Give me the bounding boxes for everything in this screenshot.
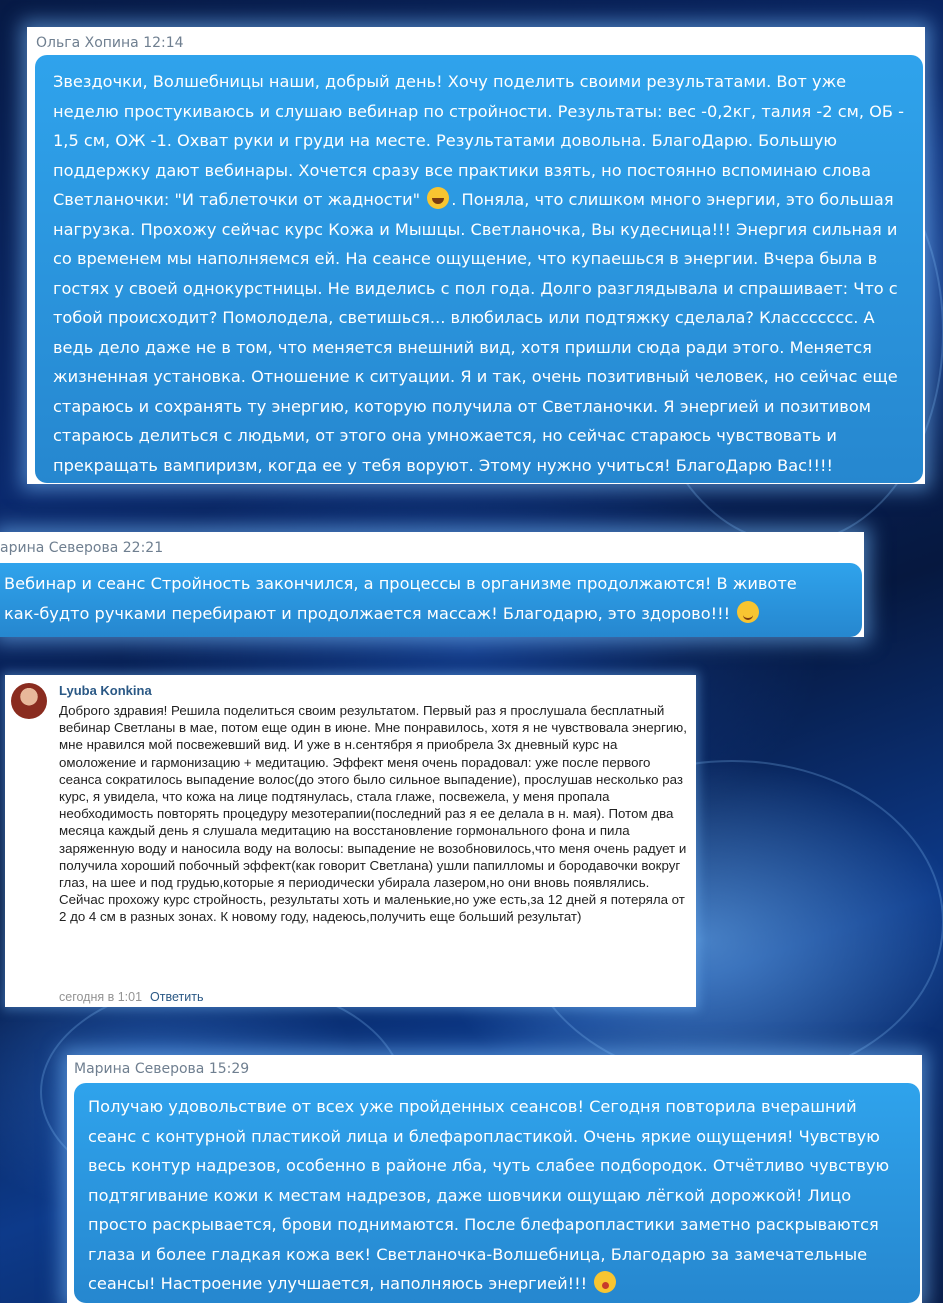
message-time: 15:29 — [208, 1061, 250, 1077]
comment-meta — [59, 990, 203, 1004]
comment-timestamp[interactable]: сегодня в 1:01 — [59, 990, 143, 1004]
message-card-marina-2 — [67, 1055, 922, 1303]
message-header — [36, 35, 184, 51]
message-bubble — [35, 55, 923, 483]
smiling-emoji-icon — [737, 601, 759, 623]
comment-text: Доброго здравия! Решила поделиться своим результатом. Первый раз я прослушала бесплатный вебинар Светланы в мае, потом еще один в июне. Мне понравилось, хотя я не чувствовала энергию, мне нравился мой посвежевший вид. И уже в н.сентября я приобрела 3х дневный курс на омоложение и гармонизацию + медитацию. Эффект меня очень порадовал: уже после первого сеанса сократилось выпадение волос(до этого было сильное выпадение), прослушав несколько раз курс, я увидела, что кожа на лице подтянулась, стала глаже, посвежела, у меня пропала необходимость повторять процедуру мезотерапии(последний раз я ее делала в н. мая). Потом два месяца каждый день я слушала медитацию на восстановление гормонального фона и пила заряженную воду и наносила воду на волосы: выпадение не возобновилось,что меня очень радует и получила хороший побочный эффект(как говорит Светлана) ушли папилломы и бородавочки вокруг глаз, на шее и под грудью,которые я периодически убирала лазером,но они вновь появлялись. Сейчас прохожу курс стройность, результаты хоть и маленькие,но уже есть,за 12 дней я потеряла от 2 до 4 см в разных зонах. К новому году, надеюсь,получить еще больший результат) — [59, 703, 687, 925]
reply-link[interactable]: Ответить — [150, 990, 204, 1004]
message-header — [74, 1061, 249, 1077]
message-bubble — [74, 1083, 920, 1303]
message-time: 12:14 — [143, 35, 184, 51]
comment-author[interactable]: Lyuba Konkina — [59, 683, 152, 698]
message-text: Звездочки, Волшебницы наши, добрый день! Хочу поделить своими результатами. Вот уже неделю простукиваюсь и слушаю вебинар по стройности. Результаты: вес -0,2кг, талия -2 см, ОБ - 1,5 см, ОЖ -1. Охват руки и груди на месте. Результатами довольна. БлагоДарю. Большую поддержку дают вебинары. Хочется сразу все практики взять, но постоянно вспоминаю слова Светланочки: "И таблеточки от жадности" — [53, 72, 904, 209]
message-header — [0, 540, 163, 556]
message-card-olga — [27, 27, 925, 484]
message-text-continued: . Поняла, что слишком много энергии, это большая нагрузка. Прохожу сейчас курс Кожа и Мышцы. Светланочка, Вы кудесница!!! Энергия сильная и со временем мы наполняемся ей. На сеансе ощущение, что купаешься в энергии. Вчера была в гостях у своей однокурстницы. Не виделись с пол года. Долго разглядывала и спрашивает: Что с тобой происходит? Помолодела, светишься... влюбилась или подтяжку сделала? Классссссс. А ведь дело даже не в том, что меняется внешний вид, хотя пришли сюда ради этого. Меняется жизненная установка. Отношение к ситуации. Я и так, очень позитивный человек, но сейчас еще стараюсь и сохранять ту энергию, которую получила от Светланочки. Я энергией и позитивом стараюсь делиться с людьми, от этого она умножается, но сейчас стараюсь чувствовать и прекращать вампиризм, когда ее у тебя воруют. Этому нужно учиться! БлагоДарю Вас!!!! — [53, 190, 898, 475]
author-name: арина Северова — [0, 540, 119, 556]
message-card-marina-1 — [0, 532, 864, 637]
author-name: Ольга Хопина — [36, 35, 139, 51]
message-text: Получаю удовольствие от всех уже пройденных сеансов! Сегодня повторила вчерашний сеанс с контурной пластикой лица и блефаропластикой. Очень яркие ощущения! Чувствую весь контур надрезов, особенно в районе лба, чуть слабее подбородок. Отчётливо чувствую подтягивание кожи к местам надрезов, даже шовчики ощущаю лёгкой дорожкой! Лицо просто раскрывается, брови поднимаются. После блефаропластики заметно раскрываются глаза и более гладкая кожа век! Светланочка-Волшебница, Благодарю за замечательные сеансы! Настроение улучшается, наполняюсь энергией!!! — [88, 1097, 890, 1293]
avatar[interactable] — [11, 683, 47, 719]
message-bubble — [0, 563, 862, 637]
message-text: Вебинар и сеанс Стройность закончился, а процессы в организме продолжаются! В животе как-будто ручками перебирают и продолжается массаж! Благодарю, это здорово!!! — [4, 574, 797, 623]
surprised-emoji-icon — [594, 1271, 616, 1293]
laughing-emoji-icon — [427, 187, 449, 209]
author-name: Марина Северова — [74, 1061, 205, 1077]
message-time: 22:21 — [122, 540, 164, 556]
comment-card-lyuba — [5, 675, 696, 1007]
